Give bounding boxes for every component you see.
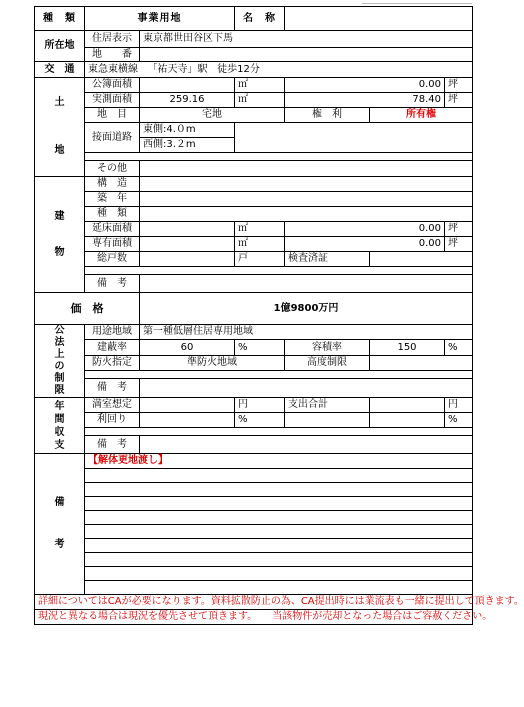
price-label: 価 格 bbox=[35, 293, 140, 325]
transport-walk: 徒歩12分 bbox=[217, 63, 260, 75]
survey-area-label: 実測面積 bbox=[85, 93, 140, 108]
far-label: 容積率 bbox=[285, 340, 370, 355]
notes-label-text: 備考 bbox=[54, 497, 65, 550]
notes-line-10 bbox=[85, 581, 473, 595]
far-unit: % bbox=[445, 340, 473, 355]
registry-area-label: 公簿面積 bbox=[85, 78, 140, 93]
rights-value: 所有権 bbox=[370, 108, 473, 123]
registry-area-unit: ㎡ bbox=[235, 78, 285, 93]
income-spacer bbox=[85, 428, 473, 436]
lot-value bbox=[140, 48, 473, 62]
private-tsubo-unit: 坪 bbox=[445, 237, 473, 252]
full-occupancy-unit: 円 bbox=[235, 398, 285, 413]
other-value bbox=[140, 161, 473, 177]
coverage-label: 建蔽率 bbox=[85, 340, 140, 355]
full-occupancy-value bbox=[140, 398, 235, 413]
fire-value: 準防火地域 bbox=[140, 355, 285, 370]
lot-label: 地 番 bbox=[85, 48, 140, 62]
building-label-bottom: 物 bbox=[54, 246, 65, 258]
transport-label: 交 通 bbox=[35, 62, 85, 78]
address-value: 東京都世田谷区下馬 bbox=[140, 31, 473, 48]
regulations-remarks-value bbox=[140, 379, 473, 398]
name-label: 名 称 bbox=[235, 7, 285, 31]
coverage-value: 60 bbox=[140, 340, 235, 355]
regulations-label bbox=[35, 325, 85, 398]
inspection-label: 検査済証 bbox=[285, 252, 370, 267]
private-tsubo-value: 0.00 bbox=[285, 237, 445, 252]
kind-label: 種 類 bbox=[85, 207, 140, 222]
road-east-blank bbox=[235, 123, 473, 138]
inspection-value bbox=[370, 252, 473, 267]
type-value: 事業用地 bbox=[85, 7, 235, 31]
registry-tsubo-value: 0.00 bbox=[285, 78, 445, 93]
income-label-text: 年間収支 bbox=[54, 400, 65, 451]
regulations-remarks-label: 備 考 bbox=[85, 379, 140, 398]
road-spacer bbox=[85, 153, 473, 161]
floor-tsubo-unit: 坪 bbox=[445, 222, 473, 237]
building-spacer bbox=[85, 267, 473, 275]
transport-station: 「祐天寺」駅 bbox=[147, 63, 208, 75]
registry-tsubo-unit: 坪 bbox=[445, 78, 473, 93]
units-unit: 戸 bbox=[235, 252, 285, 267]
top-border-strip bbox=[362, 0, 472, 4]
notes-label bbox=[35, 454, 85, 595]
footer-line-2: 現況と異なる場合は現況を優先させて頂きます。 当該物件が売却となった場合はご容赦ください。 bbox=[35, 610, 473, 625]
private-area-value bbox=[140, 237, 235, 252]
category-value: 宅地 bbox=[140, 108, 285, 123]
floor-area-unit: ㎡ bbox=[235, 222, 285, 237]
income-remarks-label: 備 考 bbox=[85, 436, 140, 454]
notes-line-4 bbox=[85, 497, 473, 511]
units-value bbox=[140, 252, 235, 267]
floor-area-label: 延床面積 bbox=[85, 222, 140, 237]
name-value bbox=[285, 7, 473, 31]
price-value: 1億9800万円 bbox=[140, 293, 473, 325]
income-label bbox=[35, 398, 85, 454]
category-label: 地 目 bbox=[85, 108, 140, 123]
address-label: 住居表示 bbox=[85, 31, 140, 48]
private-area-unit: ㎡ bbox=[235, 237, 285, 252]
road-east: 東側:4.０m bbox=[140, 123, 235, 138]
expense-pct-value bbox=[370, 413, 445, 428]
zoning-value: 第一種低層住居専用地域 bbox=[140, 325, 473, 340]
height-label: 高度制限 bbox=[285, 355, 370, 370]
land-section-label bbox=[35, 78, 85, 177]
fire-label: 防火指定 bbox=[85, 355, 140, 370]
rights-label: 権 利 bbox=[285, 108, 370, 123]
notes-line-2 bbox=[85, 469, 473, 483]
notes-line-1: 【解体更地渡し】 bbox=[85, 454, 473, 469]
notes-line-8 bbox=[85, 553, 473, 567]
property-sheet bbox=[34, 6, 524, 625]
far-value: 150 bbox=[370, 340, 445, 355]
expense-value bbox=[370, 398, 445, 413]
registry-area-value bbox=[140, 78, 235, 93]
location-label: 所在地 bbox=[35, 31, 85, 62]
transport-line: 東急東横線 bbox=[88, 63, 138, 75]
yield-label: 利回り bbox=[85, 413, 140, 428]
survey-tsubo-unit: 坪 bbox=[445, 93, 473, 108]
building-label-top: 建 bbox=[54, 210, 65, 222]
road-west-blank bbox=[235, 138, 473, 153]
building-remarks-label: 備 考 bbox=[85, 275, 140, 293]
full-occupancy-label: 満室想定 bbox=[85, 398, 140, 413]
notes-line-3 bbox=[85, 483, 473, 497]
structure-label: 構 造 bbox=[85, 177, 140, 192]
units-label: 総戸数 bbox=[85, 252, 140, 267]
land-label-bottom: 地 bbox=[54, 145, 65, 156]
survey-area-value: 259.16 bbox=[140, 93, 235, 108]
height-value bbox=[370, 355, 473, 370]
type-label: 種 類 bbox=[35, 7, 85, 31]
age-value bbox=[140, 192, 473, 207]
private-area-label: 専有面積 bbox=[85, 237, 140, 252]
notes-line-9 bbox=[85, 567, 473, 581]
land-label-top: 土 bbox=[54, 97, 65, 108]
income-remarks-value bbox=[140, 436, 473, 454]
kind-value bbox=[140, 207, 473, 222]
age-label: 築 年 bbox=[85, 192, 140, 207]
yield-unit: % bbox=[235, 413, 285, 428]
expense-label: 支出合計 bbox=[285, 398, 370, 413]
building-remarks-value bbox=[140, 275, 473, 293]
regulations-spacer bbox=[85, 371, 473, 379]
notes-line-7 bbox=[85, 539, 473, 553]
road-west: 西側:3.２m bbox=[140, 138, 235, 153]
expense-pct-unit: % bbox=[445, 413, 473, 428]
zoning-label: 用途地域 bbox=[85, 325, 140, 340]
expense-unit: 円 bbox=[445, 398, 473, 413]
footer-line-1: 詳細についてはCAが必要になります。資料拡散防止の為、CA提出時には業流表も一緒に提出して頂きます。 bbox=[35, 595, 473, 610]
structure-value bbox=[140, 177, 473, 192]
transport-value bbox=[85, 62, 473, 78]
yield-value bbox=[140, 413, 235, 428]
expense-pct-label bbox=[285, 413, 370, 428]
floor-tsubo-value: 0.00 bbox=[285, 222, 445, 237]
road-label: 接面道路 bbox=[85, 123, 140, 153]
survey-area-unit: ㎡ bbox=[235, 93, 285, 108]
floor-area-value bbox=[140, 222, 235, 237]
notes-line-5 bbox=[85, 511, 473, 525]
coverage-unit: % bbox=[235, 340, 285, 355]
survey-tsubo-value: 78.40 bbox=[285, 93, 445, 108]
regulations-label-text: 公法上の制限 bbox=[54, 325, 65, 396]
building-section-label bbox=[35, 177, 85, 293]
notes-line-6 bbox=[85, 525, 473, 539]
other-label: その他 bbox=[85, 161, 140, 177]
